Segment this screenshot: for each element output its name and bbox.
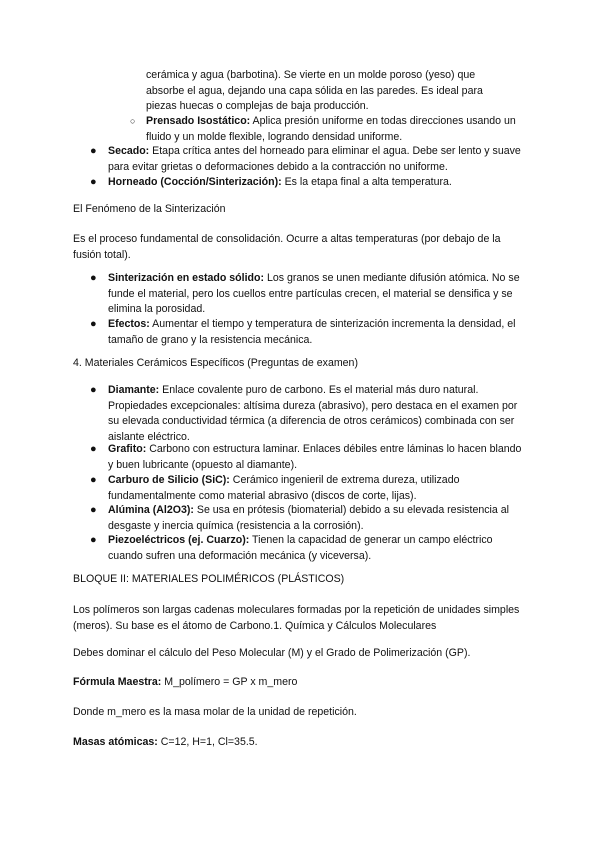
paragraph-must-master: Debes dominar el cálculo del Peso Molecular (M) y el Grado de Polimerización (GP).: [73, 647, 471, 659]
sub-list-item-isostatic: [130, 114, 523, 145]
bullet-icon: ●: [90, 443, 97, 455]
formula-term: Fórmula Maestra:: [73, 676, 162, 688]
paragraph-formula: [73, 675, 528, 691]
section-heading-sintering: El Fenómeno de la Sinterización: [73, 203, 226, 215]
item-term: Sinterización en estado sólido:: [108, 272, 264, 284]
bullet-icon: ●: [90, 534, 97, 546]
bullet-icon: ●: [90, 145, 97, 157]
masses-text: C=12, H=1, Cl=35.5.: [157, 736, 258, 748]
item-term: Horneado (Cocción/Sinterización):: [108, 176, 282, 188]
item-text: Aplica presión uniforme en todas direcciones usando un fluido y un molde flexible, logrando densidad uniforme.: [146, 115, 516, 143]
item-text: Es la etapa final a alta temperatura.: [281, 176, 452, 188]
item-text: Aumentar el tiempo y temperatura de sinterización incrementa la densidad, el tamaño de grano y la resistencia mecánica.: [108, 318, 516, 346]
bullet-icon: ●: [90, 272, 97, 284]
list-item-piezo: [90, 533, 528, 564]
list-item-secado: [90, 144, 523, 175]
section-heading-block2: BLOQUE II: MATERIALES POLIMÉRICOS (PLÁSTICOS): [73, 573, 345, 585]
item-term: Secado:: [108, 145, 150, 157]
item-text: Se usa en prótesis (biomaterial) debido a su elevada resistencia al desgaste y inercia química (resistencia a la corrosión).: [108, 504, 509, 532]
item-text: Enlace covalente puro de carbono. Es el material más duro natural. Propiedades excepcionales: altísima dureza (abrasivo), pero destaca en el examen por su elevada conductividad térmica (a diferencia de otros cerámicos) combinada con ser aislante eléctrico.: [108, 384, 518, 443]
text-line: absorbe el agua, dejando una capa sólida en las paredes. Es ideal para: [146, 84, 483, 97]
list-item-horneado: [90, 175, 528, 191]
item-term: Carburo de Silicio (SiC):: [108, 474, 230, 486]
bullet-icon: ●: [90, 176, 97, 188]
bullet-icon: ●: [90, 318, 97, 330]
masses-term: Masas atómicas:: [73, 736, 158, 748]
formula-text: M_polímero = GP x m_mero: [161, 676, 298, 688]
item-term: Efectos:: [108, 318, 150, 330]
list-item-alumina: [90, 503, 528, 534]
item-text: Carbono con estructura laminar. Enlaces débiles entre láminas lo hacen blando y buen lubricante (opuesto al diamante).: [108, 443, 522, 471]
item-term: Piezoeléctricos (ej. Cuarzo):: [108, 534, 250, 546]
bullet-icon: ●: [90, 474, 97, 486]
text-line: piezas huecas o complejas de baja producción.: [146, 100, 369, 112]
item-term: Alúmina (Al2O3):: [108, 504, 194, 516]
list-item-grafito: [90, 442, 528, 473]
paragraph-polymers-intro: Los polímeros son largas cadenas moleculares formadas por la repetición de unidades simples (meros). Su base es el átomo de Carbono.1. Química y Cálculos Moleculares: [73, 604, 520, 632]
list-item-diamante: [90, 383, 528, 445]
item-term: Prensado Isostático:: [146, 115, 251, 127]
item-text: Los granos se unen mediante difusión atómica. No se funde el material, pero los cuellos entre partículas crecen, el material se densifica y se elimina la porosidad.: [108, 272, 520, 315]
item-text: Etapa crítica antes del horneado para eliminar el agua. Debe ser lento y suave para evitar grietas o deformaciones debido a la contracción no uniforme.: [108, 145, 521, 173]
paragraph-sintering-intro: Es el proceso fundamental de consolidación. Ocurre a altas temperaturas (por debajo de la fusión total).: [73, 233, 501, 261]
list-item-sic: [90, 473, 528, 504]
item-term: Diamante:: [108, 384, 160, 396]
item-text: Cerámico ingenieril de extrema dureza, utilizado fundamentalmente como material abrasivo (discos de corte, lijas).: [108, 474, 460, 502]
item-text: Tienen la capacidad de generar un campo eléctrico cuando sufren una deformación mecánica (y viceversa).: [108, 534, 493, 562]
top-continuation: [146, 68, 523, 115]
paragraph-atomic-masses: [73, 735, 528, 751]
item-term: Grafito:: [108, 443, 147, 455]
paragraph-where: Donde m_mero es la masa molar de la unidad de repetición.: [73, 706, 357, 718]
list-item-solid-state: [90, 271, 528, 318]
section-heading-materials: 4. Materiales Cerámicos Específicos (Preguntas de examen): [73, 357, 358, 369]
bullet-icon: ●: [90, 384, 97, 396]
bullet-icon: ●: [90, 504, 97, 516]
hollow-circle-bullet-icon: ○: [130, 116, 136, 126]
list-item-effects: [90, 317, 528, 348]
text-line: cerámica y agua (barbotina). Se vierte en un molde poroso (yeso) que: [146, 69, 476, 81]
